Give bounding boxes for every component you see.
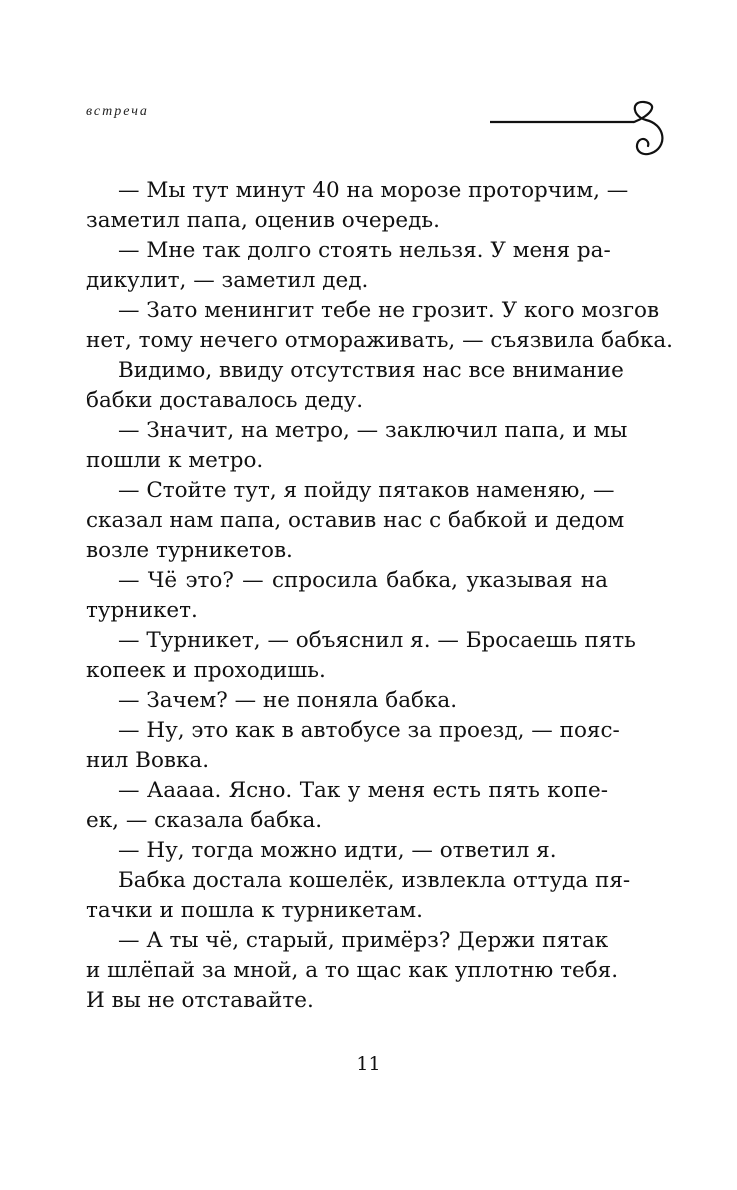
text-line: тачки и пошла к турникетам.: [86, 898, 423, 923]
text-line: — Мы тут минут 40 на морозе проторчим, —: [118, 178, 629, 203]
text-line: возле турникетов.: [86, 538, 293, 563]
text-line: сказал нам папа, оставив нас с бабкой и дедом: [86, 508, 625, 533]
flourish-ornament-icon: [488, 98, 668, 162]
text-line: — Зачем? — не поняла бабка.: [118, 688, 458, 713]
running-title: встреча: [86, 104, 149, 119]
text-line: — А ты чё, старый, примёрз? Держи пятак: [118, 928, 609, 953]
text-line: ек, — сказала бабка.: [86, 808, 323, 833]
page-number: 11: [356, 1053, 381, 1075]
text-line: — Ну, тогда можно идти, — ответил я.: [118, 838, 557, 863]
text-line: копеек и проходишь.: [86, 658, 326, 683]
text-line: Видимо, ввиду отсутствия нас все внимание: [118, 358, 624, 383]
text-line: дикулит, — заметил дед.: [86, 268, 369, 293]
text-line: заметил папа, оценив очередь.: [86, 208, 440, 233]
text-line: — Значит, на метро, — заключил папа, и мы: [118, 418, 628, 443]
text-line: — Ну, это как в автобусе за проезд, — пояс-: [118, 718, 620, 743]
text-line: — Стойте тут, я пойду пятаков наменяю, —: [118, 478, 615, 503]
text-line: И вы не отставайте.: [86, 988, 314, 1013]
text-line: — Ааааа. Ясно. Так у меня есть пять копе-: [118, 778, 608, 803]
text-line: — Зато менингит тебе не грозит. У кого мозгов: [118, 298, 660, 323]
text-line: турникет.: [86, 598, 198, 623]
body-text: [86, 176, 673, 1016]
text-line: нет, тому нечего отмораживать, — съязвила бабка.: [86, 328, 673, 353]
text-line: нил Вовка.: [86, 748, 210, 773]
text-line: — Мне так долго стоять нельзя. У меня ра-: [118, 238, 611, 263]
text-line: пошли к метро.: [86, 448, 264, 473]
text-line: — Турникет, — объяснил я. — Бросаешь пять: [118, 628, 636, 653]
text-line: Бабка достала кошелёк, извлекла оттуда пя-: [118, 868, 631, 893]
text-line: — Чё это? — спросила бабка, указывая на: [118, 568, 608, 593]
text-line: и шлёпай за мной, а то щас как уплотню тебя.: [86, 958, 619, 983]
text-line: бабки доставалось деду.: [86, 388, 364, 413]
